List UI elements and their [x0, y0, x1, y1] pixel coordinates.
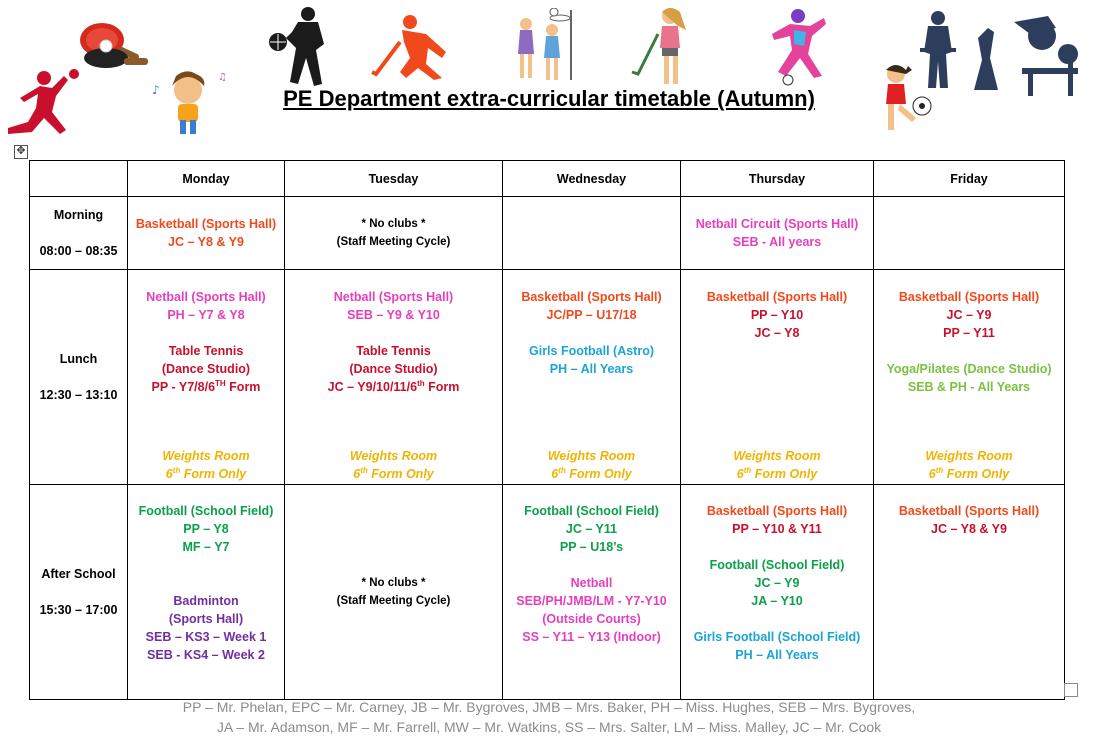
hockey-player-icon: [370, 12, 460, 82]
club-staff: PP – Y10: [750, 308, 804, 322]
club-staff: SEB – KS3 – Week 1: [145, 630, 267, 644]
club-name: Basketball (Sports Hall): [706, 290, 848, 304]
table-tennis-bats-icon: [72, 20, 154, 72]
club-name: Netball: [570, 576, 613, 590]
club-staff: SS – Y11 – Y13 (Indoor): [522, 630, 661, 644]
cell-after-friday: [874, 485, 1065, 700]
club-location: (Outside Courts): [542, 612, 641, 626]
table-move-handle-icon[interactable]: ✥: [14, 145, 28, 159]
club-staff: JC – Y8 & Y9: [931, 522, 1007, 536]
header-row: [30, 161, 1065, 197]
club-staff: JC – Y8: [754, 326, 800, 340]
cell-lunch-monday: [128, 270, 285, 485]
club-staff: PH – Y7 & Y8: [167, 308, 245, 322]
weights-room-note: Weights Room 6th Form Only: [547, 449, 636, 481]
period-time: 08:00 – 08:35: [39, 244, 118, 258]
no-clubs-note: * No clubs *: [361, 218, 426, 230]
club-staff: PH – All Years: [549, 362, 634, 376]
club-staff: SEB/PH/JMB/LM - Y7-Y10: [516, 594, 667, 608]
club-staff: PP – U18’s: [559, 540, 624, 554]
period-name: Lunch: [59, 352, 98, 366]
cell-after-wednesday: [503, 485, 681, 700]
period-after-school: [30, 485, 128, 700]
period-morning: [30, 197, 128, 270]
netball-players-icon: [510, 8, 586, 82]
club-name: Table Tennis: [356, 344, 431, 358]
table-row-morning: [30, 197, 1065, 270]
club-name: Badminton: [173, 594, 239, 608]
staff-key-line: JA – Mr. Adamson, MF – Mr. Farrell, MW – Mr. Watkins, SS – Mrs. Salter, LM – Miss. Malley, JC – Mr. Cook: [216, 719, 882, 735]
club-staff: SEB – Y9 & Y10: [347, 308, 440, 322]
club-name: Table Tennis: [168, 344, 244, 358]
table-resize-handle[interactable]: [1064, 683, 1078, 697]
page-title: PE Department extra-curricular timetable (Autumn): [283, 86, 815, 111]
club-name: Basketball (Sports Hall): [898, 504, 1040, 518]
corner-cell: [30, 161, 128, 197]
club-staff: JC/PP – U17/18: [546, 308, 637, 322]
no-clubs-reason: (Staff Meeting Cycle): [336, 595, 451, 607]
day-header-tuesday: Tuesday: [285, 161, 503, 197]
cell-morning-tuesday: [285, 197, 503, 270]
table-row-after-school: [30, 485, 1065, 700]
no-clubs-note: * No clubs *: [361, 577, 426, 589]
club-name: Netball (Sports Hall): [333, 290, 454, 304]
club-staff: PH – All Years: [735, 648, 819, 662]
period-name: After School: [41, 567, 116, 581]
club-name: Football (School Field): [709, 558, 845, 572]
club-staff: JC – Y9: [754, 576, 800, 590]
club-name: Football (School Field): [138, 504, 274, 518]
girl-hockey-player-icon: [630, 4, 700, 88]
cell-morning-monday: [128, 197, 285, 270]
weights-room-note: Weights Room 6th Form Only: [162, 449, 250, 481]
weights-room-note: Weights Room 6th Form Only: [349, 449, 438, 481]
club-name: Basketball (Sports Hall): [706, 504, 848, 518]
club-name: Netball (Sports Hall): [146, 290, 266, 304]
club-location: (Sports Hall): [168, 612, 244, 626]
cell-lunch-friday: [874, 270, 1065, 485]
cell-morning-friday: [874, 197, 1065, 270]
period-time: 15:30 – 17:00: [39, 603, 118, 617]
club-name: Netball Circuit (Sports Hall): [695, 217, 859, 231]
club-location: (Dance Studio): [349, 362, 438, 376]
staff-key: [0, 697, 1098, 737]
day-header-thursday: Thursday: [681, 161, 874, 197]
weights-room-note: Weights Room 6th Form Only: [733, 449, 821, 481]
cell-morning-wednesday: [503, 197, 681, 270]
club-staff: JC – Y9/10/11/6th Form: [327, 378, 460, 394]
staff-key-line: PP – Mr. Phelan, EPC – Mr. Carney, JB – Mr. Bygroves, JMB – Mrs. Baker, PH – Miss. Hughes, SEB – Mrs. Bygroves,: [182, 699, 916, 715]
period-time: 12:30 – 13:10: [39, 388, 118, 402]
club-staff: JC – Y9: [946, 308, 992, 322]
cell-morning-thursday: [681, 197, 874, 270]
club-staff: PP – Y8: [183, 522, 229, 536]
club-staff: PP – Y11: [943, 326, 995, 340]
club-staff: PP – Y10 & Y11: [732, 522, 822, 536]
club-name: Girls Football (School Field): [693, 630, 861, 644]
period-lunch: [30, 270, 128, 485]
club-name: Football (School Field): [524, 504, 659, 518]
basketball-player-icon: [268, 4, 340, 88]
football-player-icon: [764, 6, 834, 86]
cell-lunch-thursday: [681, 270, 874, 485]
weights-room-note: Weights Room 6th Form Only: [925, 449, 1013, 481]
cell-after-monday: [128, 485, 285, 700]
club-staff: SEB & PH - All Years: [907, 380, 1031, 394]
club-staff: JA – Y10: [751, 594, 803, 608]
svg-text:♫: ♫: [218, 72, 227, 83]
day-header-wednesday: Wednesday: [503, 161, 681, 197]
cell-after-thursday: [681, 485, 874, 700]
club-staff: MF – Y7: [182, 540, 230, 554]
club-staff: SEB - KS4 – Week 2: [147, 648, 265, 662]
cell-lunch-wednesday: [503, 270, 681, 485]
club-name: Basketball (Sports Hall): [898, 290, 1040, 304]
club-staff: PP - Y7/8/6TH Form: [151, 378, 261, 394]
club-staff: JC – Y8 & Y9: [168, 235, 244, 249]
club-staff: JC – Y11: [565, 522, 618, 536]
club-name: Basketball (Sports Hall): [521, 290, 662, 304]
club-location: (Dance Studio): [161, 362, 251, 376]
svg-text:♪: ♪: [152, 83, 160, 97]
period-name: Morning: [53, 208, 104, 222]
table-row-lunch: [30, 270, 1065, 485]
cell-lunch-tuesday: [285, 270, 503, 485]
cell-after-tuesday: [285, 485, 503, 700]
day-header-monday: Monday: [128, 161, 285, 197]
club-name: Yoga/Pilates (Dance Studio): [886, 362, 1052, 376]
no-clubs-reason: (Staff Meeting Cycle): [336, 236, 451, 248]
club-staff: SEB - All years: [732, 235, 822, 249]
club-name: Girls Football (Astro): [529, 344, 654, 358]
day-header-friday: Friday: [874, 161, 1065, 197]
timetable: [29, 160, 1065, 700]
club-name: Basketball (Sports Hall): [135, 217, 277, 231]
